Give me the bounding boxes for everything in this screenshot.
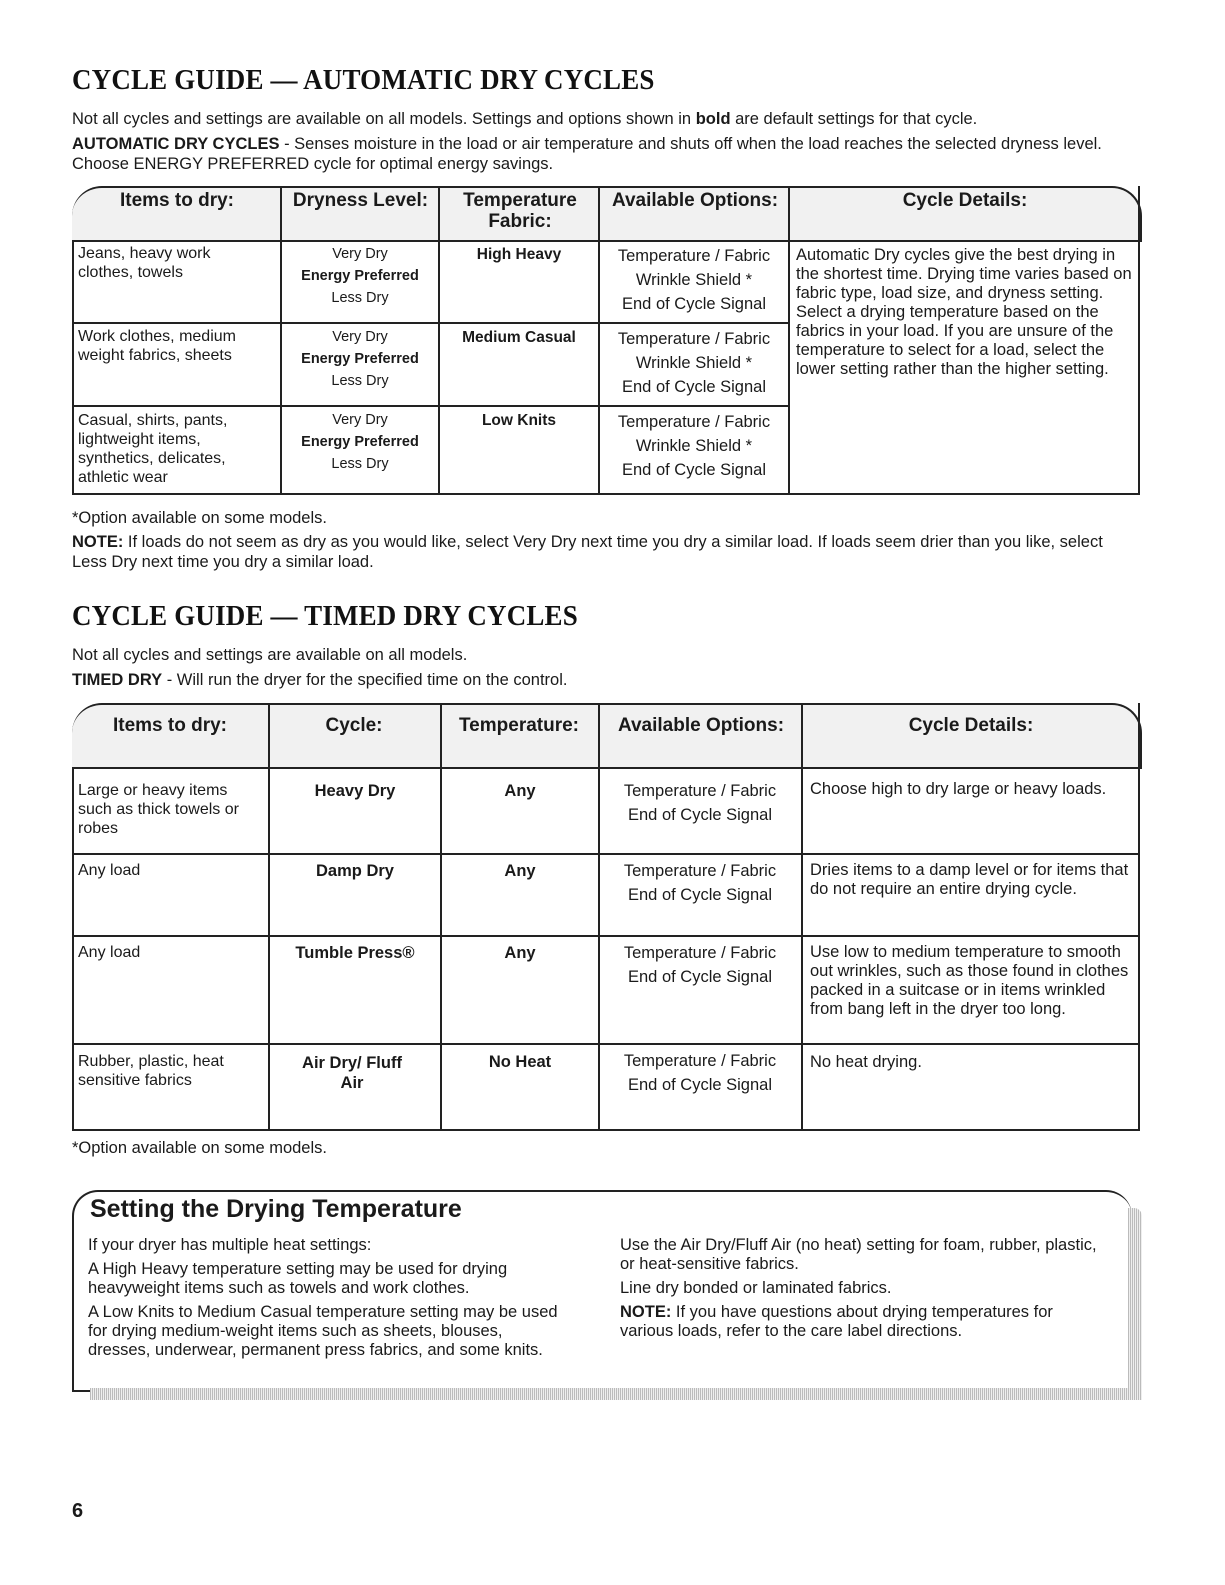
timed-row2-temperature: Any: [504, 862, 536, 880]
auto-row1-items: Jeans, heavy work clothes, towels: [78, 245, 211, 281]
option-item: End of Cycle Signal: [622, 295, 766, 313]
option-item: End of Cycle Signal: [628, 1076, 772, 1094]
temperature-paragraph: A Low Knits to Medium Casual temperature setting may be used for drying medium-weight items such as sheets, blouses, dresses, underwear, permanent press fabrics, and some knits.: [88, 1303, 558, 1359]
divider: [72, 493, 1140, 495]
timed-row3-details: Use low to medium temperature to smooth out wrinkles, such as those found in clothes packed in a suitcase or in items wrinkled from bang left in the dryer too long.: [810, 943, 1129, 1018]
timed-footnote: *Option available on some models.: [72, 1139, 327, 1157]
timed-row4-temperature: No Heat: [488, 1053, 552, 1071]
auto-note: NOTE: If loads do not seem as dry as you would like, select Very Dry next time you dry a similar load. If loads seem drier than you like, select Less Dry next time you dry a similar load.: [72, 533, 1103, 571]
timed-col-items: Items to dry:: [112, 715, 228, 736]
temperature-paragraph: A High Heavy temperature setting may be used for drying heavyweight items such as towels and work clothes.: [88, 1260, 508, 1297]
timed-row4-options: [600, 1049, 800, 1097]
divider: [72, 322, 788, 324]
timed-col-cycle: Cycle:: [325, 715, 383, 736]
timed-row4-details: No heat drying.: [810, 1053, 922, 1071]
auto-row1-options: [600, 244, 788, 316]
auto-col-options: Available Options:: [611, 190, 779, 211]
dryness-option: Less Dry: [331, 456, 389, 472]
auto-row2-options: [600, 327, 788, 399]
auto-row3-dryness: [282, 409, 438, 475]
option-item: Temperature / Fabric: [623, 782, 777, 800]
option-item: Wrinkle Shield *: [635, 437, 753, 455]
auto-cycle-table: [72, 186, 1142, 496]
timed-col-options: Available Options:: [617, 715, 785, 736]
auto-col-temperature: Temperature Fabric:: [463, 190, 577, 232]
option-item: End of Cycle Signal: [628, 886, 772, 904]
dryness-option-default: Energy Preferred: [301, 268, 419, 284]
auto-row1-dryness: [282, 243, 438, 309]
details-paragraph: Select a drying temperature based on the fabrics in your load. If you are unsure of the temperature to select for a load, select the lower setting rather than the higher setting.: [796, 303, 1114, 378]
divider: [801, 703, 803, 1131]
timed-row2-options: [600, 859, 800, 907]
auto-col-dryness: Dryness Level:: [292, 190, 429, 211]
option-item: Wrinkle Shield *: [635, 354, 753, 372]
option-item: End of Cycle Signal: [622, 461, 766, 479]
dryness-option-default: Energy Preferred: [301, 351, 419, 367]
temperature-note: NOTE: If you have questions about drying temperatures for various loads, refer to the care label directions.: [620, 1303, 1053, 1340]
auto-row2-items: Work clothes, medium weight fabrics, sheets: [78, 328, 236, 364]
auto-row3-options: [600, 410, 788, 482]
timed-col-details: Cycle Details:: [908, 715, 1034, 736]
dryness-option-default: Energy Preferred: [301, 434, 419, 450]
auto-row1-temperature: High Heavy: [476, 246, 562, 263]
section-title-timed: CYCLE GUIDE — TIMED DRY CYCLES: [72, 600, 578, 632]
option-item: End of Cycle Signal: [622, 378, 766, 396]
temperature-box-title: Setting the Drying Temperature: [90, 1195, 462, 1223]
timed-row3-items: Any load: [78, 944, 141, 961]
details-paragraph: Automatic Dry cycles give the best drying in the shortest time. Drying time varies based on fabric type, load size, and dryness setting.: [796, 246, 1132, 302]
box-shadow-right: [1128, 1208, 1142, 1398]
option-item: Wrinkle Shield *: [635, 271, 753, 289]
option-item: Temperature / Fabric: [623, 944, 777, 962]
temperature-paragraph: Line dry bonded or laminated fabrics.: [620, 1279, 892, 1297]
timed-row3-options: [600, 941, 800, 989]
timed-row1-options: [600, 779, 800, 827]
auto-footnote: *Option available on some models.: [72, 509, 327, 527]
auto-row3-items: Casual, shirts, pants, lightweight items, synthetics, delicates, athletic wear: [78, 412, 228, 486]
timed-row1-cycle: Heavy Dry: [314, 782, 396, 800]
timed-row3-cycle: Tumble Press®: [295, 944, 415, 962]
divider: [72, 1129, 1140, 1131]
temperature-paragraph: If your dryer has multiple heat settings:: [88, 1236, 372, 1254]
option-item: Temperature / Fabric: [623, 862, 777, 880]
timed-row3-temperature: Any: [504, 944, 536, 962]
auto-row2-dryness: [282, 326, 438, 392]
temperature-box-left: [88, 1236, 568, 1360]
timed-row1-details: Choose high to dry large or heavy loads.: [810, 780, 1107, 798]
divider: [72, 767, 1140, 769]
timed-row2-cycle: Damp Dry: [316, 862, 394, 880]
timed-intro: Not all cycles and settings are available on all models.: [72, 646, 468, 664]
timed-definition: TIMED DRY - Will run the dryer for the specified time on the control.: [72, 671, 568, 689]
option-item: Temperature / Fabric: [617, 413, 771, 431]
timed-cycle-table: [72, 703, 1142, 1133]
option-item: Temperature / Fabric: [617, 247, 771, 265]
divider: [72, 405, 788, 407]
timed-row4-cycle: Air Dry/ Fluff Air: [302, 1054, 402, 1092]
page-number: 6: [72, 1500, 84, 1522]
option-item: Temperature / Fabric: [617, 330, 771, 348]
divider: [72, 240, 1140, 242]
option-item: End of Cycle Signal: [628, 806, 772, 824]
timed-row4-items: Rubber, plastic, heat sensitive fabrics: [78, 1053, 224, 1089]
dryness-option: Very Dry: [332, 246, 388, 262]
timed-row2-details: Dries items to a damp level or for items that do not require an entire drying cycle.: [810, 861, 1129, 898]
auto-intro: Not all cycles and settings are available on all models. Settings and options shown in bold are default settings for that cycle.: [72, 110, 978, 128]
auto-row3-temperature: Low Knits: [481, 412, 557, 429]
dryness-option: Less Dry: [331, 290, 389, 306]
timed-row1-temperature: Any: [504, 782, 536, 800]
auto-definition: AUTOMATIC DRY CYCLES - Senses moisture in the load or air temperature and shuts off when the load reaches the selected dryness level. Choose ENERGY PREFERRED cycle for optimal energy savings.: [72, 135, 1102, 173]
temperature-box-right: [620, 1236, 1100, 1341]
auto-row2-temperature: Medium Casual: [462, 329, 576, 346]
auto-details: [790, 244, 1140, 381]
option-item: Temperature / Fabric: [623, 1052, 777, 1070]
dryness-option: Less Dry: [331, 373, 389, 389]
divider: [268, 703, 270, 1131]
section-title-automatic: CYCLE GUIDE — AUTOMATIC DRY CYCLES: [72, 64, 655, 96]
temperature-paragraph: Use the Air Dry/Fluff Air (no heat) setting for foam, rubber, plastic, or heat-sensitive fabrics.: [620, 1236, 1097, 1273]
timed-row2-items: Any load: [78, 862, 141, 879]
option-item: End of Cycle Signal: [628, 968, 772, 986]
divider: [72, 935, 1140, 937]
box-shadow-bottom: [90, 1388, 1142, 1400]
auto-col-details: Cycle Details:: [902, 190, 1028, 211]
dryness-option: Very Dry: [332, 329, 388, 345]
divider: [72, 853, 1140, 855]
timed-col-temperature: Temperature:: [458, 715, 579, 736]
timed-row1-items: Large or heavy items such as thick towels or robes: [78, 782, 239, 837]
dryness-option: Very Dry: [332, 412, 388, 428]
auto-col-items: Items to dry:: [119, 190, 235, 211]
divider: [72, 1043, 1140, 1045]
